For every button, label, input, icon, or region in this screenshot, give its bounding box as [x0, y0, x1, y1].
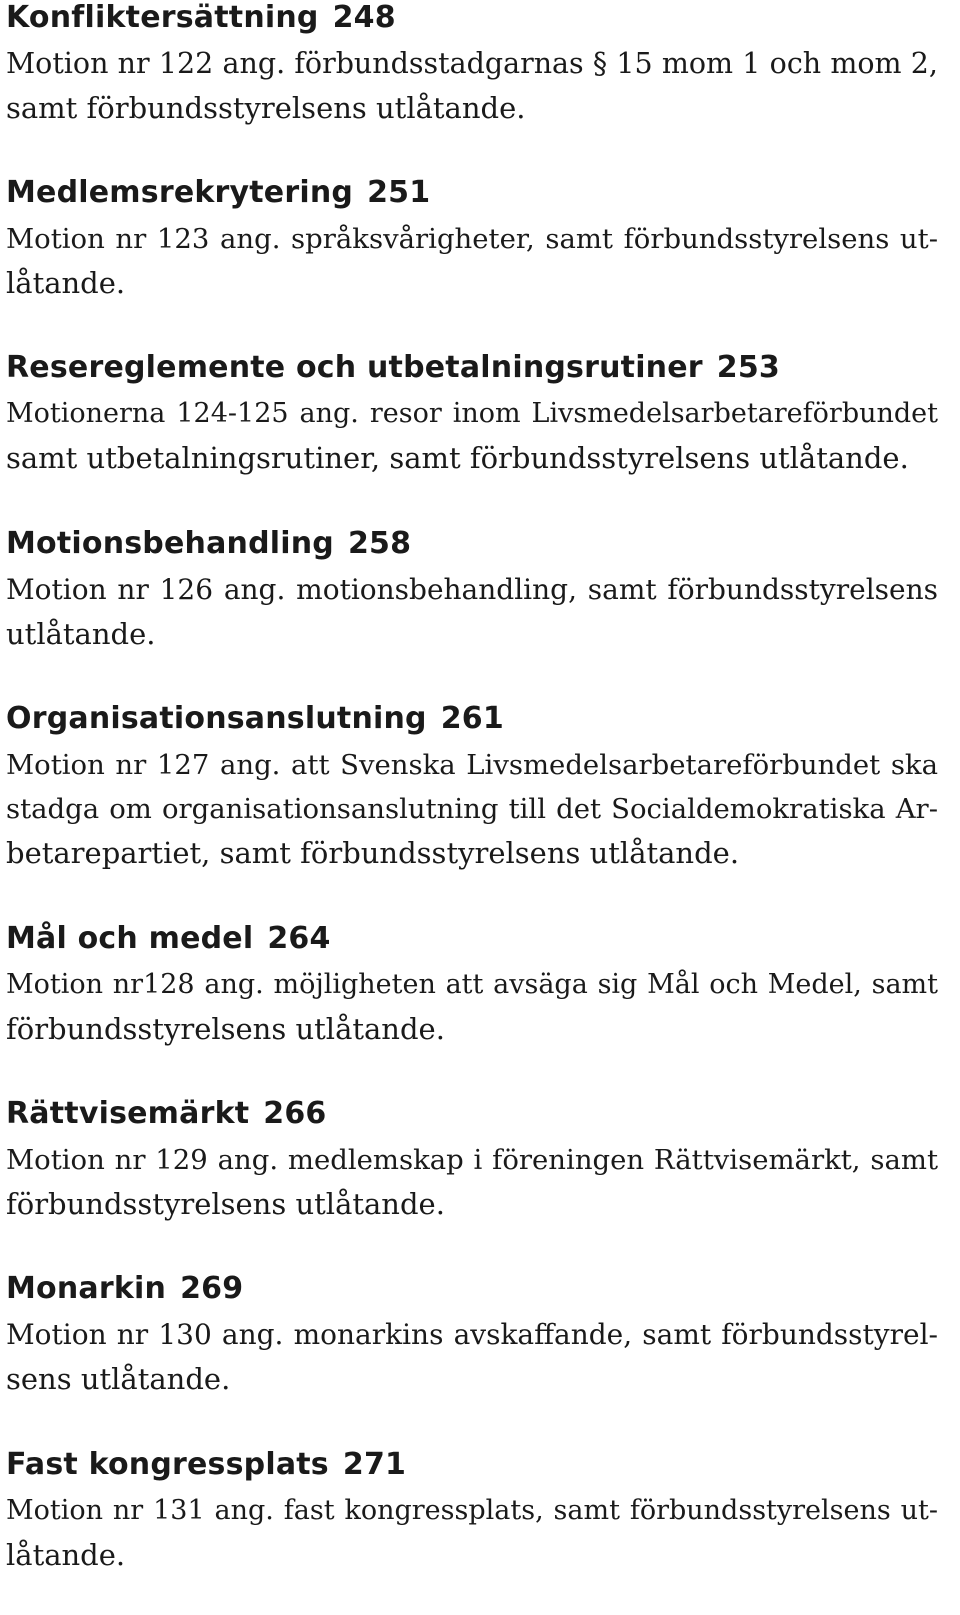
section-title: Monarkin — [6, 1271, 167, 1306]
section-page-number: 264 — [267, 921, 331, 956]
body-line: Motion nr128 ang. möjligheten att avsäga sig Mål och Medel, samt — [6, 969, 938, 1000]
body-line: låtande. — [6, 266, 126, 300]
section-body — [6, 392, 938, 480]
section-organisationsanslutning — [6, 701, 938, 875]
body-line: Motion nr 130 ang. monarkins avskaffande, samt förbundsstyrel- — [6, 1318, 938, 1351]
section-page-number: 266 — [263, 1096, 327, 1131]
body-line: Motion nr 122 ang. förbundsstadgarnas § 15 mom 1 och mom 2, — [6, 47, 938, 80]
body-line: förbundsstyrelsens utlåtande. — [6, 1187, 445, 1221]
section-body — [6, 42, 938, 130]
body-line: samt förbundsstyrelsens utlåtande. — [6, 91, 526, 125]
body-line: förbundsstyrelsens utlåtande. — [6, 1012, 445, 1046]
section-body — [6, 963, 938, 1051]
section-title: Konfliktersättning — [6, 0, 319, 35]
section-resereglemente — [6, 350, 938, 480]
body-line: Motion nr 129 ang. medlemskap i föreningen Rättvisemärkt, samt — [6, 1144, 938, 1176]
section-body — [6, 1313, 938, 1401]
section-page-number: 253 — [716, 350, 781, 385]
section-heading — [6, 350, 938, 386]
body-line: Motion nr 123 ang. språksvårigheter, samt förbundsstyrelsens ut- — [6, 223, 938, 255]
section-title: Fast kongressplats — [6, 1447, 329, 1482]
section-title: Motionsbehandling — [6, 526, 334, 561]
section-heading — [6, 1096, 938, 1132]
section-motionsbehandling — [6, 526, 938, 656]
section-title: Organisationsanslutning — [6, 701, 427, 736]
section-title: Mål och medel — [6, 921, 254, 956]
body-line: Motionerna 124-125 ang. resor inom Livsmedelsarbetareförbundet — [6, 398, 938, 429]
section-page-number: 269 — [180, 1271, 244, 1306]
section-body — [6, 743, 938, 875]
section-title: Medlemsrekrytering — [6, 175, 354, 210]
section-konfliktersattning — [6, 0, 938, 130]
section-heading — [6, 701, 938, 737]
body-line: samt utbetalningsrutiner, samt förbundsstyrelsens utlåtande. — [6, 441, 909, 475]
body-line: Motion nr 127 ang. att Svenska Livsmedelsarbetareförbundet ska — [6, 749, 938, 781]
body-line: Motion nr 131 ang. fast kongressplats, samt förbundsstyrelsens ut- — [6, 1495, 938, 1526]
body-line: stadga om organisationsanslutning till det Socialdemokratiska Ar- — [6, 793, 938, 825]
body-line: sens utlåtande. — [6, 1362, 231, 1396]
section-monarkin — [6, 1271, 938, 1401]
section-page-number: 261 — [440, 701, 504, 736]
section-title: Rättvisemärkt — [6, 1096, 250, 1131]
section-heading — [6, 0, 938, 36]
section-rattvisemarkt — [6, 1096, 938, 1226]
section-fast-kongressplats — [6, 1447, 938, 1577]
section-medlemsrekrytering — [6, 175, 938, 305]
body-line: Motion nr 126 ang. motionsbehandling, samt förbundsstyrelsens — [6, 573, 938, 606]
section-body — [6, 1138, 938, 1226]
section-page-number: 271 — [342, 1447, 407, 1482]
section-heading — [6, 921, 938, 957]
section-page-number: 251 — [367, 175, 431, 210]
section-title: Resereglemente och utbetalningsrutiner — [6, 350, 703, 385]
section-heading — [6, 1447, 938, 1483]
section-heading — [6, 175, 938, 211]
body-line: låtande. — [6, 1538, 126, 1572]
section-mal-och-medel — [6, 921, 938, 1051]
section-page-number: 258 — [347, 526, 412, 561]
section-heading — [6, 526, 938, 562]
section-body — [6, 568, 938, 656]
body-line: betarepartiet, samt förbundsstyrelsens utlåtande. — [6, 836, 740, 870]
body-line: utlåtande. — [6, 617, 156, 651]
section-body — [6, 217, 938, 305]
section-body — [6, 1489, 938, 1577]
section-page-number: 248 — [332, 0, 396, 35]
section-heading — [6, 1271, 938, 1307]
